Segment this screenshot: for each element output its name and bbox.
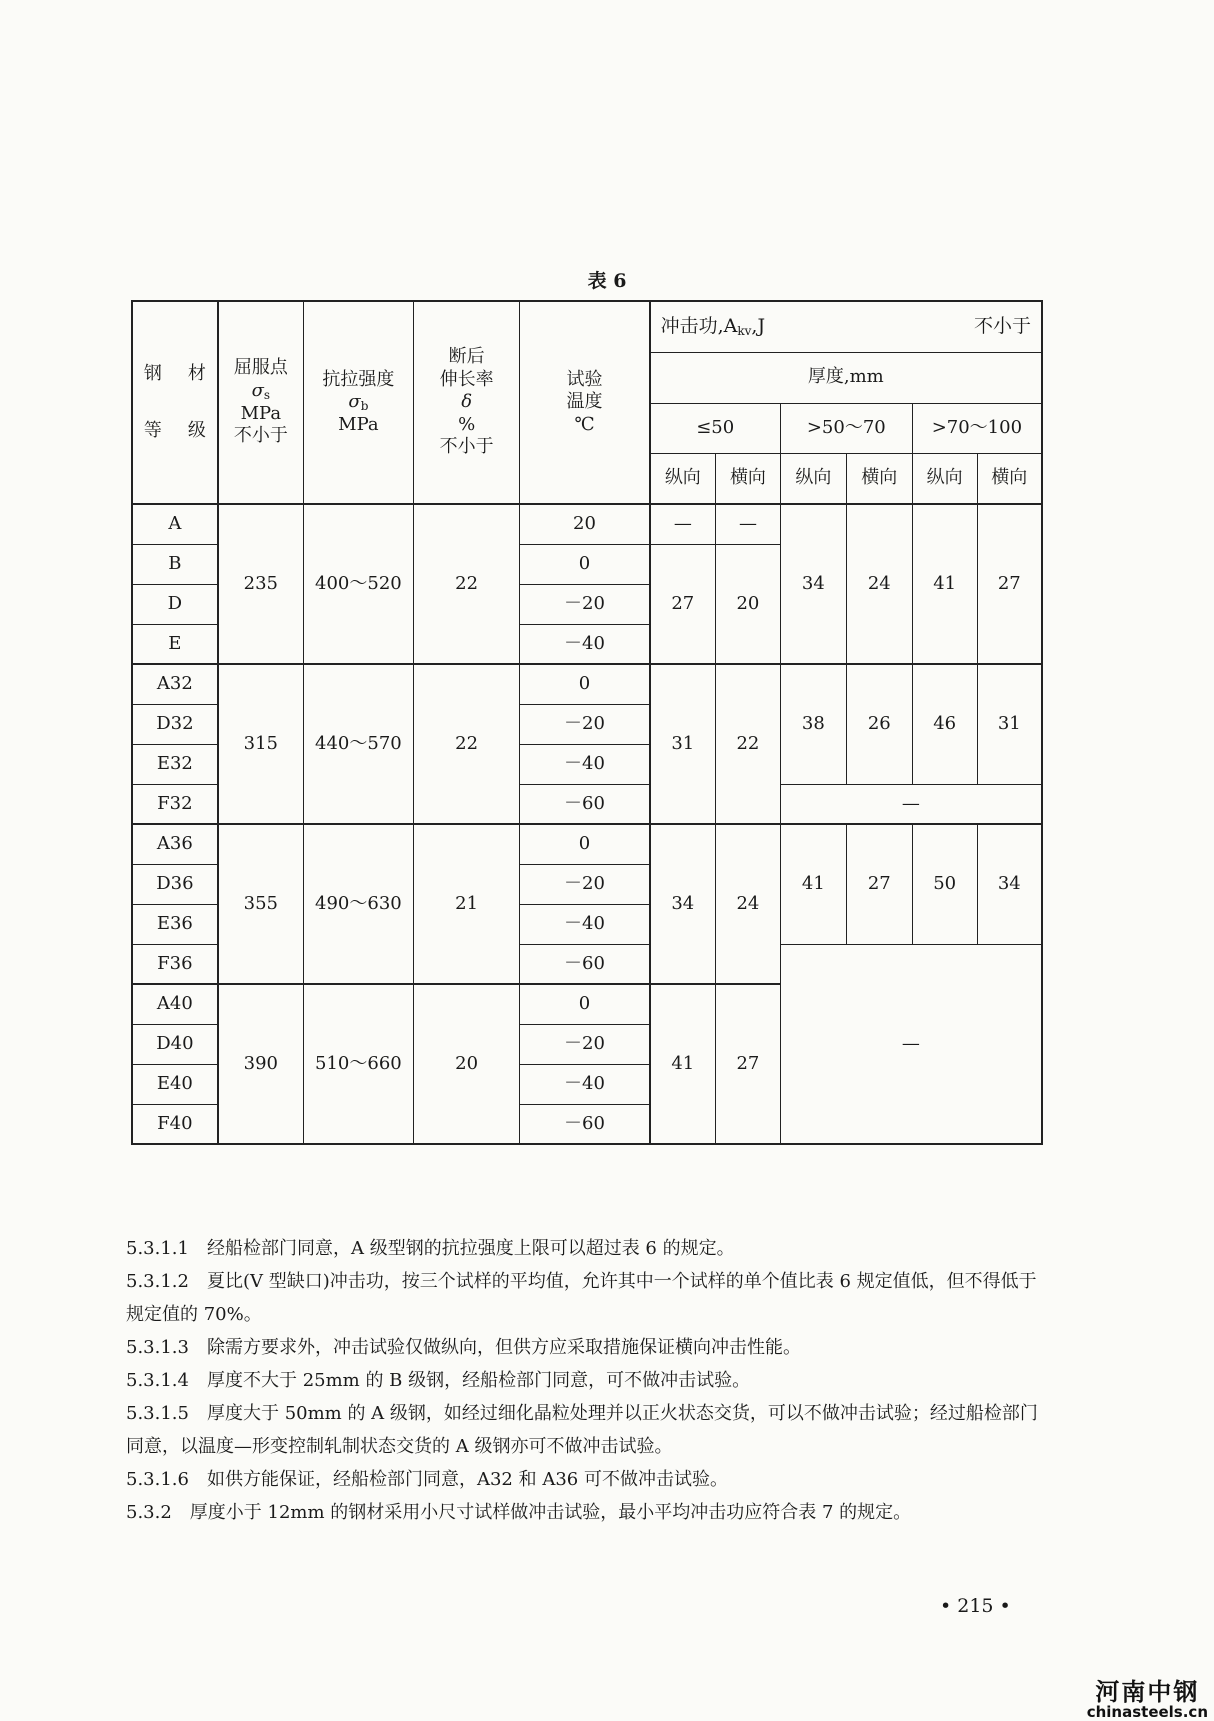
temp-cell: 20 bbox=[520, 504, 650, 544]
grade-cell: F40 bbox=[132, 1104, 218, 1144]
yield-cell: 235 bbox=[218, 504, 304, 664]
table-row bbox=[132, 824, 1042, 864]
grade-cell: E32 bbox=[132, 744, 218, 784]
temp-cell: 0 bbox=[520, 544, 650, 584]
impact-cell: 31 bbox=[650, 664, 716, 824]
impact-cell: 22 bbox=[716, 664, 781, 824]
impact-cell: 34 bbox=[977, 824, 1042, 944]
grade-cell: D bbox=[132, 584, 218, 624]
yield-header: 屈服点 σs MPa 不小于 bbox=[218, 301, 304, 504]
grade-header: 钢 材 等 级 bbox=[132, 301, 218, 504]
elongation-cell: 20 bbox=[413, 984, 520, 1144]
range-70-100: >70～100 bbox=[912, 403, 1042, 453]
temp-cell: －60 bbox=[520, 1104, 650, 1144]
grade-cell: A40 bbox=[132, 984, 218, 1024]
temp-cell: －40 bbox=[520, 744, 650, 784]
table-caption: 表 6 bbox=[587, 270, 627, 292]
impact-cell: 27 bbox=[846, 824, 912, 944]
grade-cell: E36 bbox=[132, 904, 218, 944]
temp-cell: －40 bbox=[520, 904, 650, 944]
impact-cell: 24 bbox=[846, 504, 912, 664]
range-le50: ≤50 bbox=[650, 403, 781, 453]
temp-cell: －20 bbox=[520, 864, 650, 904]
note-paragraph: 5.3.1.2 夏比(V 型缺口)冲击功，按三个试样的平均值，允许其中一个试样的单个值比表 6 规定值低，但不得低于规定值的 70%。 bbox=[126, 1271, 1037, 1325]
elongation-cell: 22 bbox=[413, 664, 520, 824]
impact-cell: 24 bbox=[716, 824, 781, 984]
impact-cell: 20 bbox=[716, 544, 781, 664]
tensile-header: 抗拉强度 σb MPa bbox=[303, 301, 413, 504]
note-paragraph: 5.3.1.5 厚度大于 50mm 的 A 级钢，如经过细化晶粒处理并以正火状态交货，可以不做冲击试验；经过船检部门同意，以温度—形变控制轧制状态交货的 A 级钢亦可不做冲击试验。 bbox=[126, 1403, 1038, 1457]
temp-cell: 0 bbox=[520, 984, 650, 1024]
impact-cell: 41 bbox=[650, 984, 716, 1144]
range-50-70: >50～70 bbox=[780, 403, 912, 453]
table-row bbox=[132, 664, 1042, 704]
temp-cell: －20 bbox=[520, 704, 650, 744]
page-number: • 215 • bbox=[940, 1595, 1011, 1617]
grade-cell: A32 bbox=[132, 664, 218, 704]
impact-cell: 27 bbox=[650, 544, 716, 664]
note-paragraph: 5.3.1.4 厚度不大于 25mm 的 B 级钢，经船检部门同意，可不做冲击试验。 bbox=[126, 1370, 751, 1391]
temp-cell: －60 bbox=[520, 944, 650, 984]
impact-cell: 50 bbox=[912, 824, 977, 944]
grade-cell: D36 bbox=[132, 864, 218, 904]
grade-cell: E40 bbox=[132, 1064, 218, 1104]
tensile-cell: 440～570 bbox=[303, 664, 413, 824]
elongation-header: 断后 伸长率 δ % 不小于 bbox=[413, 301, 520, 504]
yield-cell: 315 bbox=[218, 664, 304, 824]
impact-cell: 41 bbox=[912, 504, 977, 664]
dir-trans: 横向 bbox=[846, 453, 912, 504]
impact-cell: 31 bbox=[977, 664, 1042, 784]
impact-cell: 34 bbox=[650, 824, 716, 984]
watermark-text: 河南中钢 bbox=[1095, 1678, 1200, 1706]
temp-cell: 0 bbox=[520, 664, 650, 704]
grade-cell: D40 bbox=[132, 1024, 218, 1064]
grade-cell: E bbox=[132, 624, 218, 664]
dir-long: 纵向 bbox=[650, 453, 716, 504]
yield-cell: 390 bbox=[218, 984, 304, 1144]
impact-cell: — bbox=[650, 504, 716, 544]
impact-cell: 34 bbox=[780, 504, 846, 664]
notes-section bbox=[126, 1232, 1044, 1529]
note-paragraph: 5.3.1.1 经船检部门同意，A 级型钢的抗拉强度上限可以超过表 6 的规定。 bbox=[126, 1238, 735, 1259]
table-row bbox=[132, 504, 1042, 544]
elongation-cell: 21 bbox=[413, 824, 520, 984]
temp-cell: －20 bbox=[520, 584, 650, 624]
elongation-cell: 22 bbox=[413, 504, 520, 664]
temp-cell: －60 bbox=[520, 784, 650, 824]
grade-cell: B bbox=[132, 544, 218, 584]
tensile-cell: 490～630 bbox=[303, 824, 413, 984]
grade-cell: D32 bbox=[132, 704, 218, 744]
dir-trans: 横向 bbox=[716, 453, 781, 504]
impact-cell: 41 bbox=[780, 824, 846, 944]
impact-cell: — bbox=[716, 504, 781, 544]
impact-dash-cell: — bbox=[780, 944, 1042, 1144]
tensile-cell: 400～520 bbox=[303, 504, 413, 664]
note-paragraph: 5.3.1.3 除需方要求外，冲击试验仅做纵向，但供方应采取措施保证横向冲击性能。 bbox=[126, 1337, 801, 1358]
dir-trans: 横向 bbox=[977, 453, 1042, 504]
impact-header: 冲击功,Akv,J 不小于 bbox=[650, 301, 1042, 352]
grade-cell: F36 bbox=[132, 944, 218, 984]
temp-cell: －20 bbox=[520, 1024, 650, 1064]
impact-cell: 26 bbox=[846, 664, 912, 784]
impact-dash-cell: — bbox=[780, 784, 1042, 824]
note-paragraph: 5.3.1.6 如供方能保证，经船检部门同意，A32 和 A36 可不做冲击试验。 bbox=[126, 1469, 728, 1490]
dir-long: 纵向 bbox=[780, 453, 846, 504]
impact-cell: 27 bbox=[716, 984, 781, 1144]
yield-cell: 355 bbox=[218, 824, 304, 984]
temp-cell: －40 bbox=[520, 1064, 650, 1104]
thickness-header: 厚度,mm bbox=[650, 352, 1042, 403]
impact-cell: 46 bbox=[912, 664, 977, 784]
watermark-url: chinasteels.cn bbox=[1086, 1703, 1208, 1721]
grade-cell: A bbox=[132, 504, 218, 544]
temp-header: 试验 温度 ℃ bbox=[520, 301, 650, 504]
properties-table bbox=[131, 300, 1043, 1145]
impact-cell: 38 bbox=[780, 664, 846, 784]
watermark bbox=[1087, 1672, 1208, 1721]
temp-cell: 0 bbox=[520, 824, 650, 864]
temp-cell: －40 bbox=[520, 624, 650, 664]
dir-long: 纵向 bbox=[912, 453, 977, 504]
impact-cell: 27 bbox=[977, 504, 1042, 664]
tensile-cell: 510～660 bbox=[303, 984, 413, 1144]
note-paragraph: 5.3.2 厚度小于 12mm 的钢材采用小尺寸试样做冲击试验，最小平均冲击功应符合表 7 的规定。 bbox=[126, 1502, 912, 1523]
grade-cell: F32 bbox=[132, 784, 218, 824]
grade-cell: A36 bbox=[132, 824, 218, 864]
